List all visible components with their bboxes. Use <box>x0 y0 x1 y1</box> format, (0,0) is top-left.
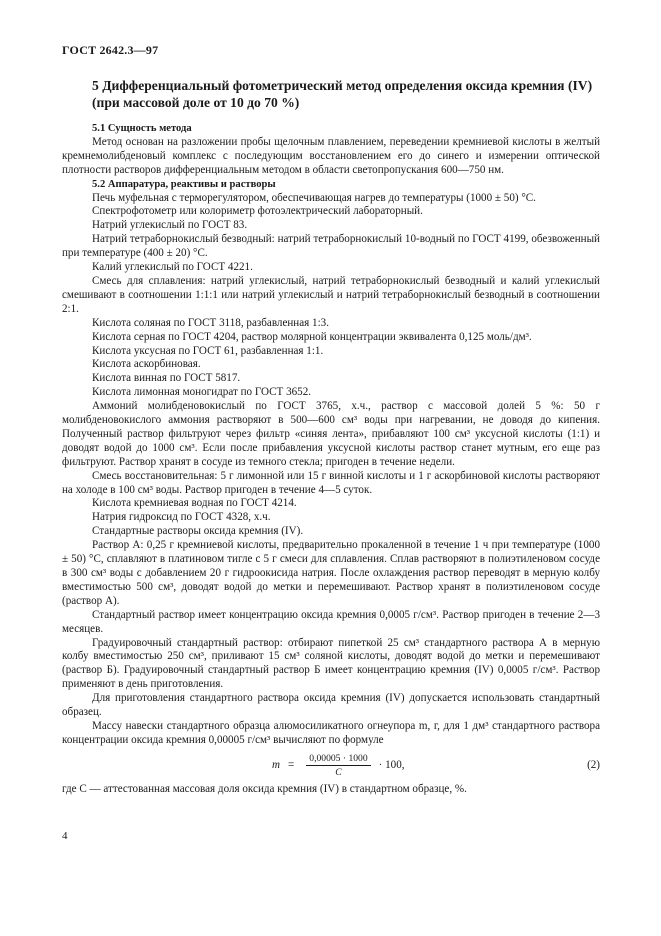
paragraph: Кислота соляная по ГОСТ 3118, разбавленная 1:3. <box>92 316 329 329</box>
formula-tail: · 100, <box>378 758 405 771</box>
paragraph: Калий углекислый по ГОСТ 4221. <box>92 261 253 274</box>
paragraph: Стандартные растворы оксида кремния (IV). <box>92 525 304 538</box>
formula-number: (2) <box>587 758 600 771</box>
section-title <box>92 77 602 111</box>
formula-lhs: m <box>272 758 281 771</box>
subsection-title-5-2: 5.2 Аппаратура, реактивы и растворы <box>92 178 276 190</box>
paragraph: Аммоний молибденовокислый по ГОСТ 3765, х.ч., раствор с массовой долей 5 %: 50 г молибденовокислого аммония растворяют в 500—600 см³ воды при нагревании, не доводя до кипения. Полученный раствор фильтруют через фильтр «синяя лента», прибавляют 100 см³ уксусной кислоты (1:1) и доводят водой до 1000 см³. Если после прибавления уксусной кислоты раствор станет мутным, его еще раз фильтруют. Раствор хранят в сосуде из темного стекла; пригоден в течение недели. <box>62 400 600 468</box>
paragraph: Смесь восстановительная: 5 г лимонной или 15 г винной кислоты и 1 г аскорбиновой кислоты растворяют на холоде в 100 см³ воды. Раствор пригоден в течение 4—5 суток. <box>62 469 600 496</box>
subsection-title-5-1: 5.1 Сущность метода <box>92 123 192 134</box>
paragraph: Градуировочный стандартный раствор: отбирают пипеткой 25 см³ стандартного раствора А в мерную колбу вместимостью 250 см³, приливают 15 см³ соляной кислоты, доводят водой до метки и перемешивают (раствор Б). Градуировочный стандартный раствор Б имеет концентрацию кремния (IV) 0,0005 г/см³. Раствор применяют в день приготовления. <box>62 636 600 691</box>
paragraph: Раствор А: 0,25 г кремниевой кислоты, предварительно прокаленной в течение 1 ч при температуре (1000 ± 50) °С, сплавляют в платиновом тигле с 5 г смеси для сплавления. Сплав растворяют в полиэтиленовом сосуде в 300 см³ воды с добавлением 20 г гидроокисида натрия. После охлаждения раствор переводят в мерную колбу вместимостью 500 см³, доводят водой до метки и перемешивают. Раствор хранят в полиэтиленовом сосуде (раствор А). <box>62 539 600 607</box>
paragraph: Кислота лимонная моногидрат по ГОСТ 3652. <box>92 386 312 399</box>
formula-denominator: C <box>335 767 342 779</box>
formula-expression <box>272 751 405 781</box>
formula-numerator: 0,00005 · 1000 <box>306 753 370 766</box>
paragraph: Кислота кремниевая водная по ГОСТ 4214. <box>92 497 297 510</box>
paragraph: Натрий тетраборнокислый безводный: натрий тетраборнокислый 10-водный по ГОСТ 4199, обезвоженный при температуре (400 ± 20) °С. <box>62 233 600 260</box>
section-title-line-1: 5 Дифференциальный фотометрический метод определения оксида кремния (IV) <box>92 78 593 93</box>
paragraph: Натрия гидроксид по ГОСТ 4328, х.ч. <box>92 511 271 524</box>
page-number: 4 <box>62 830 68 842</box>
paragraph: Метод основан на разложении пробы щелочным плавлением, переведении кремниевой кислоты в желтый кремнемолибденовый комплекс с последующим восстановлением его до синего и измерении оптической плотности растворов дифференциальным методом в области светопропускания 600—750 нм. <box>62 135 600 176</box>
document-header: ГОСТ 2642.3—97 <box>62 43 159 57</box>
formula-fraction <box>306 753 370 778</box>
section-title-line-2: (при массовой доле от 10 до 70 %) <box>92 95 300 110</box>
paragraph: Кислота уксусная по ГОСТ 61, разбавленная 1:1. <box>92 344 324 357</box>
paragraph: Натрий углекислый по ГОСТ 83. <box>92 219 248 232</box>
paragraph: Для приготовления стандартного раствора оксида кремния (IV) допускается использовать стандартный образец. <box>62 692 600 719</box>
paragraph: Стандартный раствор имеет концентрацию оксида кремния 0,0005 г/см³. Раствор пригоден в течение 2—3 месяцев. <box>62 608 600 635</box>
formula-explanation: где C — аттестованная массовая доля оксида кремния (IV) в стандартном образце, %. <box>62 782 467 795</box>
paragraph: Кислота винная по ГОСТ 5817. <box>92 372 241 385</box>
paragraph: Массу навески стандартного образца алюмосиликатного огнеупора m, г, для 1 дм³ стандартного раствора концентрации оксида кремния 0,00005 г/см³ вычисляют по формуле <box>62 719 600 746</box>
formula-2 <box>62 751 600 781</box>
paragraph: Спектрофотометр или колориметр фотоэлектрический лабораторный. <box>92 205 423 218</box>
paragraph: Кислота аскорбиновая. <box>92 358 201 371</box>
paragraph: Печь муфельная с терморегулятором, обеспечивающая нагрев до температуры (1000 ± 50) °С. <box>92 191 536 204</box>
document-body <box>62 122 600 797</box>
formula-equals: = <box>288 758 295 771</box>
paragraph: Смесь для сплавления: натрий углекислый, натрий тетраборнокислый безводный и калий углекислый смешивают в соотношении 1:1:1 или натрий углекислый и натрий тетраборнокислый безводный в соотношении 2:1. <box>62 274 600 315</box>
paragraph: Кислота серная по ГОСТ 4204, раствор молярной концентрации эквивалента 0,125 моль/дм³. <box>92 330 532 343</box>
